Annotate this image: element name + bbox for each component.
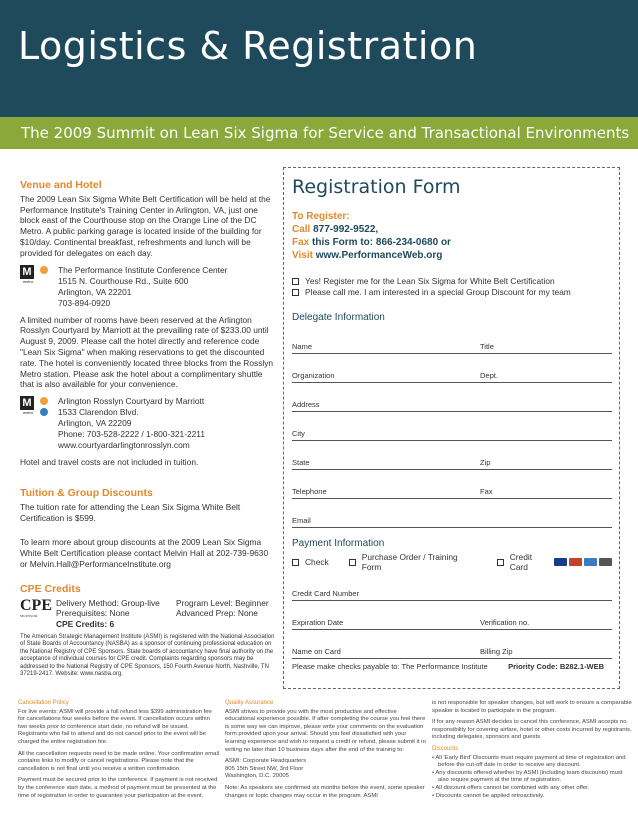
checkbox-icon[interactable]	[292, 289, 299, 296]
cpe-fine-print: The American Strategic Management Institute (ASMI) is registered with the National Association of State Boards of Accountancy (NASBA) as a sponsor of continuing professional education on the National Registry of CPE Sponsors. State boards of accountancy have final authority on the acceptance of individual courses for CPE credit. Complaints regarding sponsors may be addressed to the National Registry of CPE Sponsors, 150 Fourth Avenue North, Nashville, TN 37219-2417. Website: www.nasba.org.	[20, 633, 275, 677]
organization-dept-field[interactable]: Organization Dept.	[292, 354, 612, 383]
checkbox-icon	[292, 559, 299, 566]
payment-options	[292, 552, 612, 572]
cancellation-heading: Cancellation Policy	[18, 700, 69, 706]
footer	[18, 700, 632, 804]
left-column	[20, 180, 275, 678]
orange-line-dot	[40, 266, 48, 274]
delegate-heading: Delegate Information	[292, 312, 385, 323]
hotel-address-block	[20, 396, 275, 451]
cpe-delivery: Delivery Method: Group-live	[56, 597, 160, 608]
telephone-fax-field[interactable]: Telephone Fax	[292, 470, 612, 499]
subtitle-bar	[0, 117, 638, 149]
tuition-heading: Tuition & Group Discounts	[20, 486, 153, 499]
metro-icon: M metro	[20, 265, 36, 309]
page-title: Logistics & Registration	[18, 24, 478, 68]
costs-note: Hotel and travel costs are not included in tuition.	[20, 457, 199, 468]
address-line: 1515 N. Courthouse Rd., Suite 600	[58, 275, 189, 286]
checkbox-icon[interactable]	[292, 278, 299, 285]
venue-intro: The 2009 Lean Six Sigma White Belt Certification will be held at the Performance Institute's Training Center in Arlington, VA, just one block east of the Courthouse stop on the Orange Line of the DC Metro. A public parking garage is located inside of the building for $10/day. Continental breakfast, refreshments and lunch will be provided for delegates on each day.	[20, 193, 271, 258]
website-link[interactable]: www.PerformanceWeb.org	[315, 250, 443, 261]
venue-heading: Venue and Hotel	[20, 179, 102, 191]
checkbox-icon	[497, 559, 504, 566]
city-field[interactable]: City	[292, 412, 612, 441]
hotel-rooms-text: A limited number of rooms have been reserved at the Arlington Rosslyn Courtyard by Marriott at the prevailing rate of $233.00 until August 9, 2009. Please call the hotel directly and reference code "Lean Six Sigma" when making reservations to get the discounted rate. The hotel is conveniently located three blocks from the Rosslyn Metro station. Please ask the hotel about a complimentary shuttle that is also available for your convenience.	[20, 314, 274, 390]
state-zip-field[interactable]: State Zip	[292, 441, 612, 470]
address-line: Arlington, VA 22201	[58, 286, 132, 297]
footer-col-1: Cancellation Policy For live events: ASMI will provide a full refund less $399 administration fee for cancellations four weeks before the event. If cancellation occurs within two weeks prior to conference start date, no refund will be issued. Registrants who fail to attend and do not cancel prior to the event will be charged the entire registration fee. All the cancellation requests need to be made online. Your confirmation email contains links to modify or cancel registrations. Please note that the cancellation is not final until you receive a written confirmation. Payment must be secured prior to the conference. If payment is not received by the conference start date, a method of payment must be presented at the time of registration in order to guarantee your participation at the event.	[18, 700, 220, 799]
cpe-sponsor-logo: CPE SPONSOR	[20, 596, 52, 618]
address-line: Arlington, VA 22209	[58, 418, 132, 429]
visit-line: Visit www.PerformanceWeb.org	[292, 250, 443, 261]
address-line: 1533 Clarendon Blvd.	[58, 407, 139, 418]
checkbox-icon	[349, 559, 356, 566]
quality-heading: Quality Assurance	[225, 700, 274, 706]
name-on-card-field[interactable]: Name on Card Billing Zip	[292, 630, 612, 659]
cpe-credits: CPE Credits: 6	[56, 619, 115, 630]
name-title-field[interactable]: Name Title	[292, 325, 612, 354]
metro-icon: M metro	[20, 396, 36, 451]
group-discount-option[interactable]: Please call me. I am interested in a special Group Discount for my team	[292, 287, 612, 298]
page-subtitle: The 2009 Summit on Lean Six Sigma for Service and Transactional Environments	[21, 124, 630, 142]
address-line: Phone: 703-528-2222 / 1-800-321-2211	[58, 429, 205, 440]
expiration-verification-field[interactable]: Expiration Date Verification no.	[292, 601, 612, 630]
to-register-label: To Register:	[292, 211, 350, 222]
asmi-address: ASMI: Corporate Headquarters 805 15th Street NW, 3rd Floor Washington, D.C. 20005	[225, 758, 307, 780]
footer-col-3: is not responsible for speaker changes, but will work to ensure a comparable speaker is located to participate in the program. If for any reason ASMI decides to cancel this conference, ASMI accepts no responsibility for covering airfare, hotel or other costs incurred by registrants, including delegates, sponsors and guests. Discounts • All 'Early Bird' Discounts must require payment at time of registration and before the cut-off date in order to receive any discount. • Any discounts offered whether by ASMI (including team discounts) must also require payment at the time of registration. • All discount offers cannot be combined with any other offer. • Discounts cannot be applied retroactively.	[432, 700, 632, 799]
visa-card-icon	[554, 558, 567, 566]
payment-card-option[interactable]: Credit Card	[497, 552, 612, 572]
footer-col-2: Quality Assurance ASMI strives to provide you with the most productive and effective educational experience possible. If after completing the course you feel there is some way we can improve, please write your comments on the evaluation form provided upon your arrival. Should you feel dissatisfied with your learning experience and wish to request a credit or refund, please submit it in writing no later than 10 business days after the end of the training to: ASMI: Corporate Headquarters 805 15th Street NW, 3rd Floor Washington, D.C. 20005 Note: As speakers are confirmed six months before the event, some speaker changes or topic changes may occur in the program. ASMI	[225, 700, 426, 799]
group-discount-text: To learn more about group discounts at the 2009 Lean Six Sigma White Belt Certification please contact Melvin Hall at 202-739-9630 or Melvin.Hall@PerformanceInstitute.org	[20, 537, 269, 569]
email-field[interactable]: Email	[292, 499, 612, 528]
payment-heading: Payment Information	[292, 538, 385, 549]
cpe-details	[20, 598, 275, 630]
address-line: The Performance Institute Conference Center	[58, 264, 228, 275]
header-banner	[0, 0, 638, 117]
cpe-heading: CPE Credits	[20, 582, 81, 595]
orange-line-dot	[40, 397, 48, 405]
call-line: Call 877-992-9522,	[292, 224, 379, 235]
payment-po-option[interactable]: Purchase Order / Training Form	[349, 552, 477, 572]
registration-form	[292, 176, 612, 671]
payment-note	[292, 662, 612, 671]
cpe-prereq: Prerequisites: None	[56, 608, 130, 619]
fax-line: Fax this Form to: 866-234-0680 or	[292, 237, 451, 248]
blue-line-dot	[40, 408, 48, 416]
payment-check-option[interactable]: Check	[292, 557, 329, 567]
checks-payable-note: Please make checks payable to: The Performance Institute	[292, 662, 488, 671]
cpe-adv-prep: Advanced Prep: None	[176, 608, 258, 619]
credit-card-icons	[554, 558, 612, 566]
discover-card-icon	[599, 558, 612, 566]
amex-card-icon	[584, 558, 597, 566]
hotel-website-link[interactable]: www.courtyardarlingtonrosslyn.com	[58, 440, 190, 451]
tuition-rate: The tuition rate for attending the Lean Six Sigma White Belt Certification is $599.	[20, 501, 241, 523]
card-number-field[interactable]: Credit Card Number	[292, 572, 612, 601]
discounts-heading: Discounts	[432, 745, 459, 752]
venue-address-block	[20, 265, 275, 309]
address-line: Arlington Rosslyn Courtyard by Marriott	[58, 396, 205, 407]
form-title: Registration Form	[292, 176, 461, 198]
mastercard-icon	[569, 558, 582, 566]
address-line: 703-894-0920	[58, 297, 111, 308]
register-option[interactable]: Yes! Register me for the Lean Six Sigma for White Belt Certification	[292, 276, 612, 287]
priority-code: Priority Code: B282.1-WEB	[508, 662, 604, 671]
address-field[interactable]: Address	[292, 383, 612, 412]
cpe-level: Program Level: Beginner	[176, 597, 269, 608]
